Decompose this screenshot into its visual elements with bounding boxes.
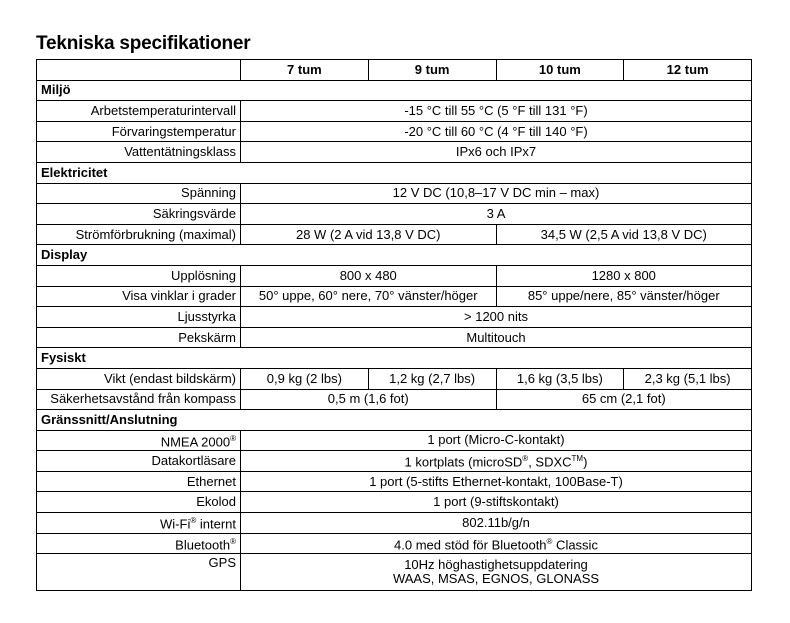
value-line: 10Hz höghastighetsuppdatering (404, 557, 588, 573)
spec-row (37, 224, 752, 245)
spec-label: Förvaringstemperatur (37, 121, 241, 142)
spec-label: Visa vinklar i grader (37, 286, 241, 307)
spec-label: Datakortläsare (37, 451, 241, 472)
spec-row (37, 121, 752, 142)
label-text: Wi-Fi (160, 516, 191, 532)
label-text: internt (196, 516, 236, 532)
value-text: 1 kortplats (microSD (404, 454, 523, 470)
value-text: 4.0 med stöd för Bluetooth (394, 537, 547, 553)
spec-row (37, 492, 752, 513)
section-row-miljo (37, 80, 752, 101)
spec-label: Arbetstemperaturintervall (37, 101, 241, 122)
section-row-granssnitt (37, 410, 752, 431)
spec-table (36, 59, 752, 591)
registered-mark: ® (190, 516, 197, 526)
spec-value-large-models: 1280 x 800 (496, 265, 752, 286)
section-label: Display (37, 245, 752, 266)
value-text: ) (583, 454, 588, 470)
section-label: Gränssnitt/Anslutning (37, 410, 752, 431)
spec-row (37, 265, 752, 286)
spec-value-12: 2,3 kg (5,1 lbs) (624, 368, 752, 389)
column-header-12: 12 tum (624, 60, 752, 81)
label-text: NMEA 2000 (160, 434, 231, 450)
registered-mark: ® (546, 536, 553, 546)
section-label: Fysiskt (37, 348, 752, 369)
spec-label: Ljusstyrka (37, 307, 241, 328)
spec-label: Strömförbrukning (maximal) (37, 224, 241, 245)
spec-row (37, 471, 752, 492)
value-text: , SDXC (528, 454, 572, 470)
registered-mark: ® (230, 433, 236, 443)
spec-row (37, 307, 752, 328)
spec-label: Pekskärm (37, 327, 241, 348)
spec-label: Spänning (37, 183, 241, 204)
label-text: Bluetooth (175, 537, 231, 553)
spec-value: 1 port (9-stiftskontakt) (241, 492, 752, 513)
header-empty-cell (37, 60, 241, 81)
spec-value: 3 A (241, 204, 752, 225)
spec-value-small-models: 28 W (2 A vid 13,8 V DC) (241, 224, 497, 245)
spec-value-7: 0,9 kg (2 lbs) (241, 368, 369, 389)
column-header-9: 9 tum (368, 60, 496, 81)
spec-row (37, 327, 752, 348)
spec-label: Upplösning (37, 265, 241, 286)
spec-value: 1 port (Micro-C-kontakt) (241, 430, 752, 451)
spec-value: > 1200 nits (241, 307, 752, 328)
spec-row (37, 204, 752, 225)
spec-row (37, 513, 752, 534)
spec-value (241, 533, 752, 554)
spec-value: 12 V DC (10,8–17 V DC min – max) (241, 183, 752, 204)
column-header-10: 10 tum (496, 60, 624, 81)
spec-label: Vattentätningsklass (37, 142, 241, 163)
spec-value-small-models: 0,5 m (1,6 fot) (241, 389, 497, 410)
section-label: Elektricitet (37, 162, 752, 183)
spec-value-small-models: 50° uppe, 60° nere, 70° vänster/höger (241, 286, 497, 307)
column-header-7: 7 tum (241, 60, 369, 81)
spec-value: -15 °C till 55 °C (5 °F till 131 °F) (241, 101, 752, 122)
spec-value-large-models: 34,5 W (2,5 A vid 13,8 V DC) (496, 224, 752, 245)
section-row-fysiskt (37, 348, 752, 369)
spec-label (37, 513, 241, 534)
spec-row (37, 183, 752, 204)
spec-value-large-models: 65 cm (2,1 fot) (496, 389, 752, 410)
spec-value-large-models: 85° uppe/nere, 85° vänster/höger (496, 286, 752, 307)
spec-value: 802.11b/g/n (241, 513, 752, 534)
spec-label (37, 533, 241, 554)
spec-row (37, 142, 752, 163)
spec-value-small-models: 800 x 480 (241, 265, 497, 286)
spec-value-9: 1,2 kg (2,7 lbs) (368, 368, 496, 389)
page-title: Tekniska specifikationer (36, 33, 251, 54)
section-row-display (37, 245, 752, 266)
trademark-mark: TM (571, 454, 584, 464)
spec-row (37, 451, 752, 472)
spec-label (37, 430, 241, 451)
spec-label: Vikt (endast bildskärm) (37, 368, 241, 389)
spec-value: -20 °C till 60 °C (4 °F till 140 °F) (241, 121, 752, 142)
section-row-elektricitet (37, 162, 752, 183)
spec-value (241, 451, 752, 472)
spec-label: Säkringsvärde (37, 204, 241, 225)
header-row (37, 60, 752, 81)
spec-row (37, 368, 752, 389)
spec-value (241, 554, 752, 591)
spec-value: 1 port (5-stifts Ethernet-kontakt, 100Base-T) (241, 471, 752, 492)
registered-mark: ® (230, 536, 236, 546)
spec-label: Ekolod (37, 492, 241, 513)
value-text: Classic (552, 537, 598, 553)
spec-row (37, 533, 752, 554)
spec-row (37, 389, 752, 410)
section-label: Miljö (37, 80, 752, 101)
registered-mark: ® (522, 454, 529, 464)
spec-row (37, 101, 752, 122)
spec-value-10: 1,6 kg (3,5 lbs) (496, 368, 624, 389)
spec-label: GPS (37, 554, 241, 591)
value-line: WAAS, MSAS, EGNOS, GLONASS (392, 571, 600, 587)
spec-label: Ethernet (37, 471, 241, 492)
spec-row (37, 554, 752, 591)
spec-row (37, 430, 752, 451)
spec-row (37, 286, 752, 307)
spec-value: IPx6 och IPx7 (241, 142, 752, 163)
spec-value: Multitouch (241, 327, 752, 348)
spec-label: Säkerhetsavstånd från kompass (37, 389, 241, 410)
